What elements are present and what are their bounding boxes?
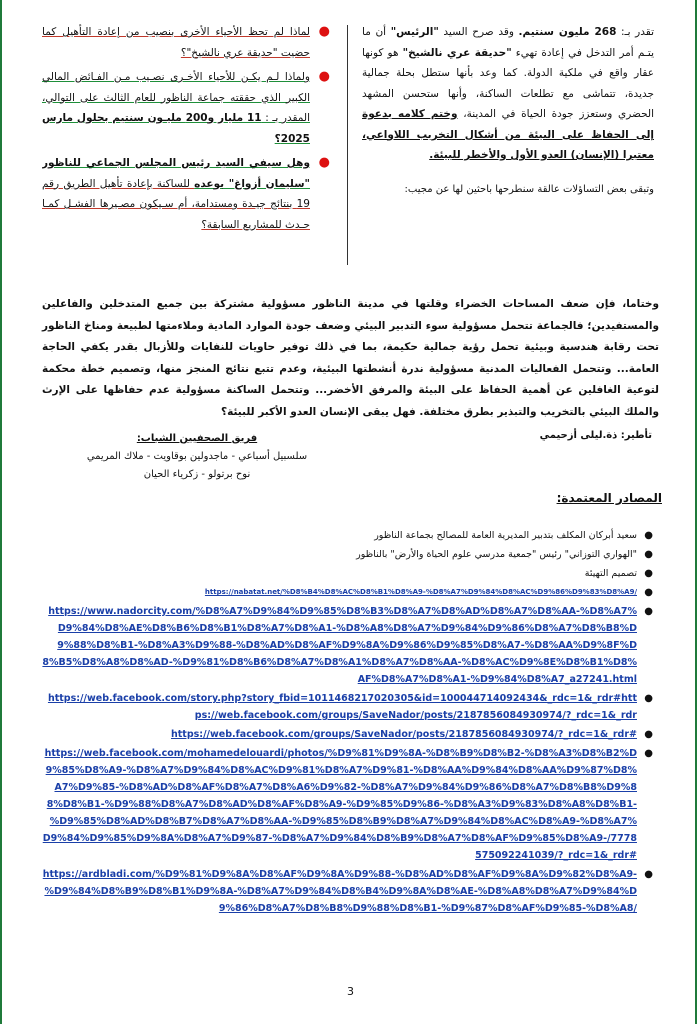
team-members-line: نوح برتولو - زكرياء الحيان bbox=[143, 469, 251, 480]
source-text: "الهواري التوزاني" رئيس "جمعية مدرسي علوم الحياة والأرض" بالناظور bbox=[356, 549, 637, 560]
column-divider bbox=[347, 25, 348, 265]
source-item bbox=[42, 726, 659, 743]
sources-title: المصادر المعتمدة: bbox=[556, 491, 662, 505]
source-link[interactable]: https://nabatat.net/%D8%B4%D8%AC%D8%B1%D8%A9-%D8%A7%D9%84%D8%AC%D9%86%D9%83%D8%A9/ bbox=[204, 588, 637, 596]
questions-intro: وتبقى بعض التساؤلات عالقة سنطرحها باحثين لها عن مجيب: bbox=[404, 183, 654, 195]
bullet-icon: ● bbox=[644, 606, 653, 617]
amount-text: 268 مليون سنتيم. bbox=[518, 26, 617, 38]
source-link[interactable]: https://www.nadorcity.com/%D8%A7%D9%84%D9%85%D8%B3%D8%A7%D8%AD%D8%A7%D8%AA-%D8%A7%D9%84%D8%AE%D8%B6%D8%B1%D8%A7%D8%A1-%D8%A8%D8%A7%D9%84%D9%86%D8%A7%D8%B8%D9%88%D8%B1-%D8%A3%D9%88-%D8%AD%D8%AF%D9%8A%D9%86%D9%85%D8%A7-%D8%AA%D9%8F%D8%B5%D8%A8%D8%AD-%D9%81%D8%B6%D8%A7%D8%A1%D8%A7%D8%AA-%D8%AC%D9%8E%D8%B1%D8%AF%D8%A7%D8%A1-%D9%84%D8%A7_a27241.html bbox=[42, 606, 637, 685]
source-item bbox=[42, 527, 659, 544]
source-text: تصميم التهيئة bbox=[584, 568, 637, 579]
questions-list bbox=[42, 22, 332, 235]
question-item bbox=[42, 67, 332, 149]
conclusion-paragraph: وختاما، فإن ضعف المساحات الخضراء وقلتها في مدينة الناظور مسؤولية مشتركة بين جميع المتدخلين والفاعلين والمستفيدين؛ فالجماعة تتحمل مسؤولية سوء التدبير البيئي وضعف جودة الموارد المادية وملاءمتها لطبيعة ومناخ الناظور تحت رقابة هندسية وبيئية تحمل رؤية جمالية حكيمة، بما في ذلك توفير حاويات للنفايات وللأزبال بقدر يكفي الحاجة العامة... وتتحمل الفعاليات المدنية مسؤولية ندرة أنشطتها البيئية، وعدم تتبع نتائج المنجز منها، وتصميم خطة محكمة لتوعية الغافلين عن أهمية الحفاظ على البيئة والمرفق الأخضر... وتتحمل الساكنة مسؤولية عدم حفاظها على الإرث والملك البيئي بالتخريب والتبذير بطرق مختلفة. فهل يبقى الإنسان العدو الأكبر للبيئة؟ bbox=[42, 298, 659, 418]
question-text: لماذا لم تحظ الأحياء الأخرى بنصيب من إعادة التأهيل كما حضيت "حديقة عري نالشيخ"؟ bbox=[42, 26, 310, 59]
bullet-icon: ● bbox=[644, 530, 653, 541]
team-credit bbox=[72, 430, 322, 484]
source-link[interactable]: https://ardbladi.com/%D9%81%D9%8A%D8%AF%D9%8A%D9%88-%D8%AD%D8%AF%D9%8A%D9%82%D8%A9-%D9%84%D8%B9%D8%B1%D9%8A-%D8%A7%D9%84%D8%B4%D9%8A%D8%AE-%D8%A8%D8%A7%D9%84%D9%86%D8%A7%D8%B8%D9%88%D8%B1-%D9%87%D8%AF%D9%85-%D8%A8/ bbox=[42, 869, 637, 914]
page-number: 3 bbox=[347, 985, 354, 998]
right-column bbox=[362, 22, 654, 280]
bullet-icon: ● bbox=[644, 748, 653, 759]
bullet-icon: ● bbox=[644, 568, 653, 579]
bullet-icon: ● bbox=[644, 587, 653, 598]
bullet-icon: ● bbox=[318, 69, 330, 84]
bullet-icon: ● bbox=[644, 693, 653, 704]
source-item bbox=[42, 866, 659, 917]
garden-name: "حديقة عري نالشيخ" bbox=[402, 46, 512, 59]
source-item bbox=[42, 565, 659, 582]
source-link[interactable]: https://web.facebook.com/groups/SaveNador/posts/2187856084930974/?_rdc=1&_rdr# bbox=[170, 729, 637, 740]
source-item bbox=[42, 584, 659, 601]
intro-paragraph bbox=[362, 22, 654, 166]
source-text: سعيد أبركان المكلف بتدبير المديرية العامة للمصالح بجماعة الناظور bbox=[374, 530, 637, 541]
source-link[interactable]: https://web.facebook.com/mohamedelouardi/photos/%D9%81%D9%8A-%D8%B9%D8%B2-%D8%A3%D8%B2%D9%85%D8%A9-%D8%A7%D9%84%D8%AC%D9%81%D8%A7%D9%81-%D8%AA%D9%84%D8%AA%D9%87%D8%A7%D9%85-%D8%AD%D8%AF%D8%A7%D8%A6%D9%82-%D8%A7%D9%84%D9%86%D8%A7%D8%B8%D9%88%D8%B1-%D9%88%D8%A7%D8%AD%D8%AF%D8%A9-%D9%85%D9%86-%D8%A3%D9%83%D8%A8%D8%B1-%D9%85%D8%AD%D8%B7%D8%A7%D8%AA-%D9%85%D8%B9%D8%A7%D9%84%D8%AC%D8%A9-%D8%A7%D9%84%D9%85%D9%8A%D8%A7%D9%87-%D8%A7%D9%84%D8%B9%D8%A7%D8%AF%D9%85%D8%A9-/777857509224103​9/?_rdc=1&_rdr# bbox=[42, 748, 637, 861]
bullet-icon: ● bbox=[644, 549, 653, 560]
sources-list bbox=[42, 527, 659, 919]
bullet-icon: ● bbox=[644, 729, 653, 740]
bullet-icon: ● bbox=[318, 155, 330, 170]
source-item bbox=[42, 690, 659, 724]
team-members-line: سلسبيل أسباعي - ماجدولين بوقاويت - ملاك المريمي bbox=[86, 451, 308, 462]
bullet-icon: ● bbox=[318, 24, 330, 39]
question-amount: 11 مليار و200 مليـون سنتيم بحلول مارس 2025؟ bbox=[42, 112, 310, 145]
text-span: أن ما يتـم أمر التدخل في إعادة تهيء bbox=[362, 26, 654, 59]
bullet-icon: ● bbox=[644, 869, 653, 880]
question-text: للساكنة بإعادة تأهيل الطريق رقم 19 بنتائج جيـدة ومستدامة، أم سـيكون مصـيرها الفشـل كمـا حـدث للمشاريع السابقة؟ bbox=[42, 177, 310, 231]
supervisor-credit: تأطير: ذة.ليلى أزحيمي bbox=[539, 430, 652, 441]
team-title: فريق الصحفيين الشباب: bbox=[136, 433, 258, 444]
text-span: تقدر بـ: bbox=[616, 26, 654, 38]
text-span: وقد صرح السيد bbox=[438, 26, 519, 38]
question-text: وهل سيفي السيد رئيس المجلس الجماعي للناظور "سليمان أزواغ" بوعده bbox=[42, 157, 310, 190]
question-text: ولماذا لـم يكـن للأحياء الأخـرى نصـيب مـن الفـائض المالي الكبير الذي حققته جماعة الناظور للعام الثالث على التوالي، المقدر بـ : bbox=[42, 71, 310, 124]
text-span: هو كونها عقار واقع في ملكية الدولة. كما وعد بأنها ستطل بحلة جمالية جديدة، تتماشى مع تطلعات الساكنة، وأنها ستحسن المشهد الحضري وستعزز جودة الحياة في المدينة، bbox=[362, 46, 654, 120]
source-item bbox=[42, 745, 659, 864]
source-item bbox=[42, 546, 659, 563]
source-item bbox=[42, 603, 659, 688]
president-name: "الرئيس" bbox=[390, 26, 439, 38]
question-item bbox=[42, 153, 332, 235]
question-item bbox=[42, 22, 332, 63]
left-column bbox=[42, 22, 332, 280]
closing-statement: وختم كلامه بدعوة إلى الحفاظ على البيئة من أشكال التخريب اللاواعي، معتبرا (الإنسان) العدو الأول والأخطر للبيئة. bbox=[362, 108, 654, 161]
source-link[interactable]: https://web.facebook.com/story.php?story_fbid=1011468217020305&id=100044714092434&_rdc=1&_rdr#https://web.facebook.com/groups/SaveNador/posts/2187856084930974/?_rdc=1&_rdr bbox=[47, 693, 637, 721]
